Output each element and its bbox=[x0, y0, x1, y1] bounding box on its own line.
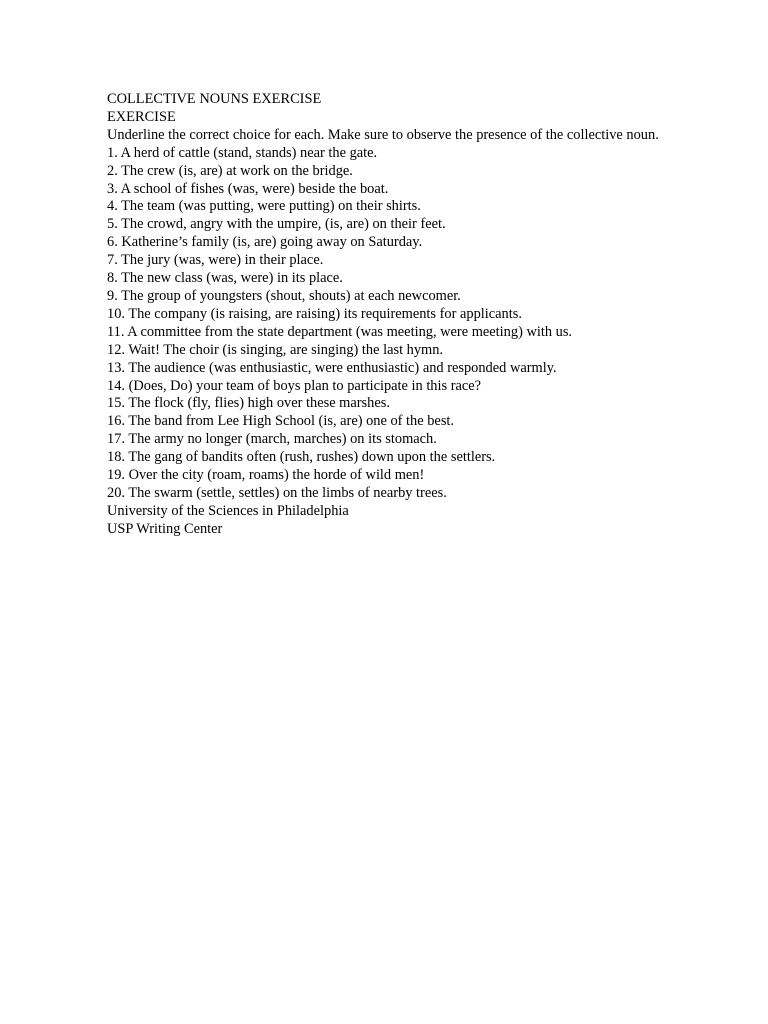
exercise-item-16: 16. The band from Lee High School (is, are) one of the best. bbox=[107, 413, 455, 430]
exercise-item-3: 3. A school of fishes (was, were) beside the boat. bbox=[107, 180, 389, 197]
exercise-item-8: 8. The new class (was, were) in its place. bbox=[107, 270, 343, 287]
exercise-item-15: 15. The flock (fly, flies) high over these marshes. bbox=[107, 395, 390, 412]
exercise-item-20: 20. The swarm (settle, settles) on the limbs of nearby trees. bbox=[107, 484, 447, 501]
document-title: COLLECTIVE NOUNS EXERCISE bbox=[107, 91, 322, 107]
document-page bbox=[107, 91, 667, 539]
footer-writing-center: USP Writing Center bbox=[107, 520, 223, 537]
exercise-item-13: 13. The audience (was enthusiastic, were enthusiastic) and responded warmly. bbox=[107, 359, 557, 376]
exercise-item-18: 18. The gang of bandits often (rush, rushes) down upon the settlers. bbox=[107, 449, 496, 466]
exercise-item-14: 14. (Does, Do) your team of boys plan to participate in this race? bbox=[107, 377, 482, 394]
exercise-item-9: 9. The group of youngsters (shout, shouts) at each newcomer. bbox=[107, 287, 461, 304]
exercise-item-11: 11. A committee from the state department (was meeting, were meeting) with us. bbox=[107, 323, 573, 340]
exercise-item-4: 4. The team (was putting, were putting) on their shirts. bbox=[107, 198, 421, 215]
instructions: Underline the correct choice for each. Make sure to observe the presence of the collective noun. bbox=[107, 126, 659, 143]
exercise-item-2: 2. The crew (is, are) at work on the bridge. bbox=[107, 162, 353, 179]
exercise-item-5: 5. The crowd, angry with the umpire, (is, are) on their feet. bbox=[107, 216, 446, 233]
exercise-item-7: 7. The jury (was, were) in their place. bbox=[107, 252, 324, 269]
exercise-item-19: 19. Over the city (roam, roams) the horde of wild men! bbox=[107, 467, 425, 484]
exercise-item-10: 10. The company (is raising, are raising) its requirements for applicants. bbox=[107, 305, 522, 322]
document-subtitle: EXERCISE bbox=[107, 108, 176, 125]
footer-university: University of the Sciences in Philadelphia bbox=[107, 502, 349, 519]
exercise-item-6: 6. Katherine’s family (is, are) going away on Saturday. bbox=[107, 234, 423, 251]
exercise-item-1: 1. A herd of cattle (stand, stands) near the gate. bbox=[107, 144, 378, 161]
exercise-item-17: 17. The army no longer (march, marches) on its stomach. bbox=[107, 431, 437, 448]
exercise-item-12: 12. Wait! The choir (is singing, are singing) the last hymn. bbox=[107, 341, 444, 358]
